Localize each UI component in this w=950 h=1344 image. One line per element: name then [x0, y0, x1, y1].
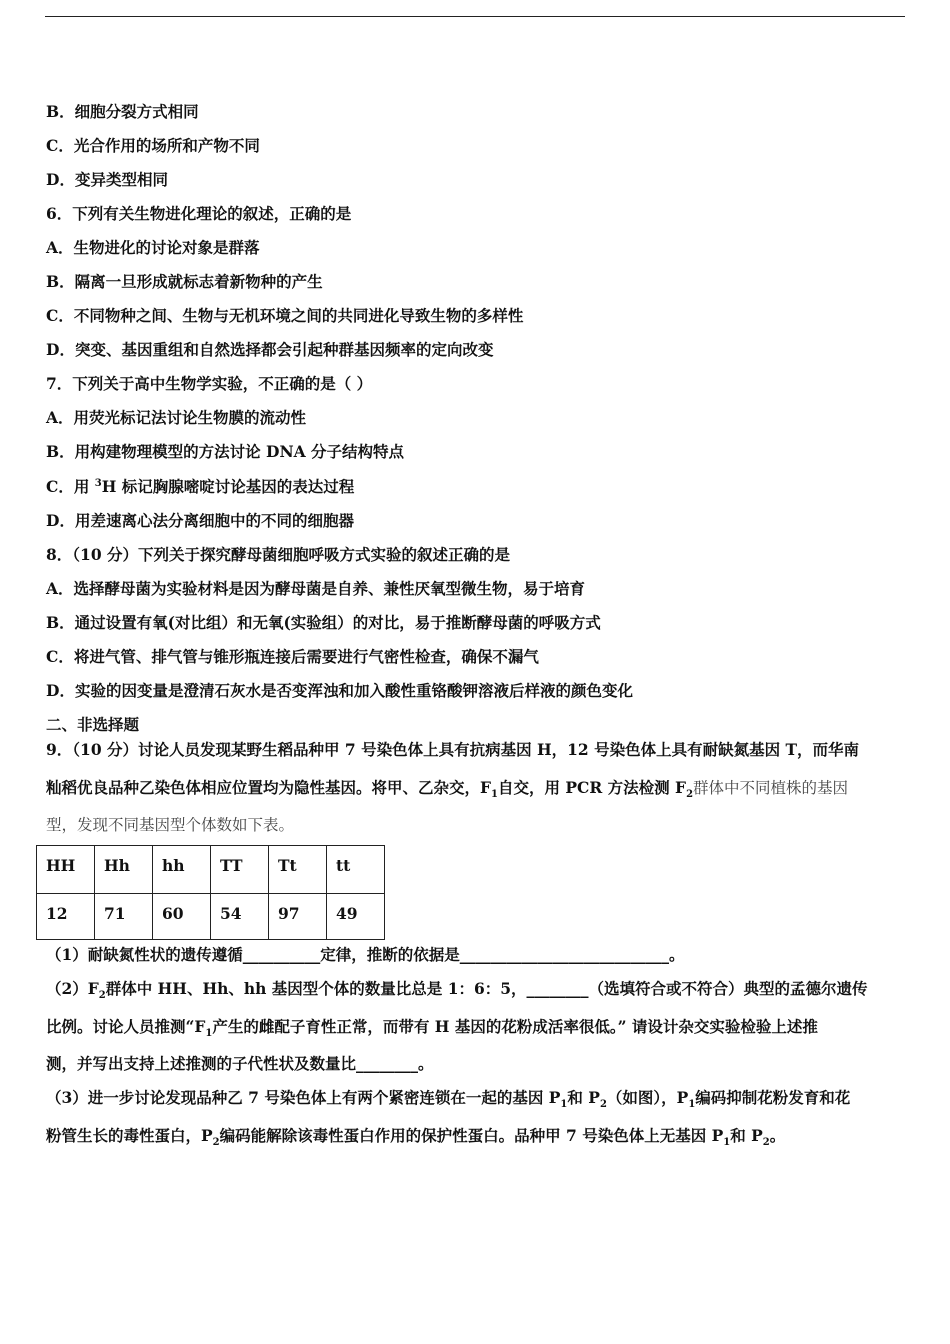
table-header-cell: hh — [153, 846, 211, 894]
table-cell: 49 — [327, 894, 385, 940]
q7-stem: 7．下列关于高中生物学实验，不正确的是（ ） — [46, 374, 373, 393]
q8-stem: 8．（10 分）下列关于探究酵母菌细胞呼吸方式实验的叙述正确的是 — [46, 545, 511, 564]
q8-option-b: B．通过设置有氧(对比组）和无氧(实验组）的对比，易于推断酵母菌的呼吸方式 — [46, 613, 601, 632]
q6-option-b: B．隔离一旦形成就标志着新物种的产生 — [46, 272, 323, 291]
table-cell: 12 — [37, 894, 95, 940]
q9-part-2-line-3: 测，并写出支持上述推测的子代性状及数量比________。 — [46, 1054, 434, 1073]
q9-line-2: 籼稻优良品种乙染色体相应位置均为隐性基因。将甲、乙杂交，$F_1$自交，用 PCR 方法检测 $F_2$群体中不同植株的基因 — [46, 778, 849, 801]
q6-option-d: D．突变、基因重组和自然选择都会引起种群基因频率的定向改变 — [46, 340, 494, 359]
q9-part-1: （1）耐缺氮性状的遗传遵循__________定律，推断的依据是___________________________。 — [46, 945, 685, 964]
table-cell: 97 — [269, 894, 327, 940]
q7-option-d: D．用差速离心法分离细胞中的不同的细胞器 — [46, 511, 354, 530]
q9-line-1: 9．（10 分）讨论人员发现某野生稻品种甲 7 号染色体上具有抗病基因 H，12 号染色体上具有耐缺氮基因 T，而华南 — [46, 740, 860, 759]
table-header-cell: Hh — [95, 846, 153, 894]
q9-line-3: 型，发现不同基因型个体数如下表。 — [46, 816, 295, 834]
header-rule — [45, 16, 905, 17]
q6-stem: 6．下列有关生物进化理论的叙述，正确的是 — [46, 204, 352, 223]
q5-option-b: B．细胞分裂方式相同 — [46, 102, 199, 121]
q8-option-c: C．将进气管、排气管与锥形瓶连接后需要进行气密性检查，确保不漏气 — [46, 647, 539, 666]
table-header-cell: tt — [327, 846, 385, 894]
table-header-row — [37, 846, 385, 894]
q9-part-2-line-1: $(2)F_2$群体中 HH、Hh、hh 基因型个体的数量比总是 1：6：5，________（选填符合或不符合）典型的孟德尔遗传 — [46, 979, 868, 1002]
q8-option-d: D．实验的因变量是澄清石灰水是否变浑浊和加入酸性重铬酸钾溶液后样液的颜色变化 — [46, 681, 633, 700]
q9-part-3-line-1: （3）进一步讨论发现品种乙 7 号染色体上有两个紧密连锁在一起的基因 $P_1$和 $P_2$（如图），$P_1$编码抑制花粉发育和花 — [46, 1088, 851, 1111]
q7-option-a: A．用荧光标记法讨论生物膜的流动性 — [46, 408, 307, 427]
q7-option-b: B．用构建物理模型的方法讨论 DNA 分子结构特点 — [46, 442, 405, 461]
table-cell: 54 — [211, 894, 269, 940]
genotype-table — [36, 845, 385, 940]
q5-option-c: C．光合作用的场所和产物不同 — [46, 136, 260, 155]
table-header-cell: TT — [211, 846, 269, 894]
table-header-cell: Tt — [269, 846, 327, 894]
q5-option-d: D．变异类型相同 — [46, 170, 168, 189]
q7-option-c: C．用 $^3$H 标记胸腺嘧啶讨论基因的表达过程 — [46, 477, 355, 496]
table-row — [37, 894, 385, 940]
table-cell: 71 — [95, 894, 153, 940]
table-cell: 60 — [153, 894, 211, 940]
q8-option-a: A．选择酵母菌为实验材料是因为酵母菌是自养、兼性厌氧型微生物，易于培育 — [46, 579, 586, 598]
q9-part-2-line-2: 比例。讨论人员推测“$F_1$产生的雌配子育性正常，而带有 H 基因的花粉成活率很低。” 请设计杂交实验检验上述推 — [46, 1017, 818, 1040]
q9-part-3-line-2: 粉管生长的毒性蛋白，$P_2$编码能解除该毒性蛋白作用的保护性蛋白。品种甲 7 号染色体上无基因 $P_1$和 $P_2$。 — [46, 1126, 786, 1149]
q6-option-c: C．不同物种之间、生物与无机环境之间的共同进化导致生物的多样性 — [46, 306, 524, 325]
section-heading: 二、非选择题 — [46, 715, 140, 734]
q6-option-a: A．生物进化的讨论对象是群落 — [46, 238, 260, 257]
table-header-cell: HH — [37, 846, 95, 894]
